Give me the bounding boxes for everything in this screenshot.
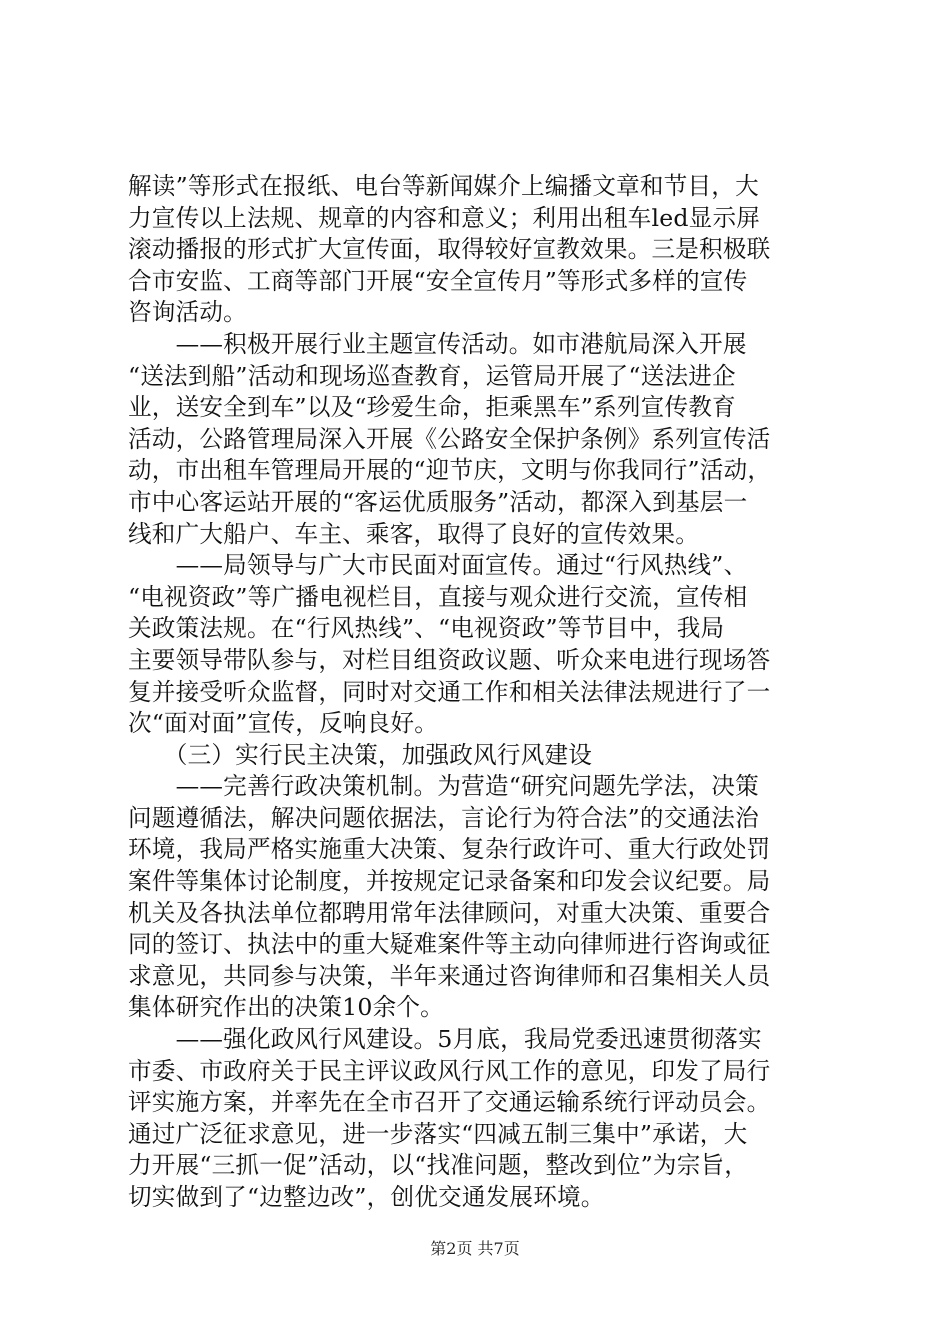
text-line: ——强化政风行风建设。5月底，我局党委迅速贯彻落实	[128, 1025, 762, 1054]
text-line: 力宣传以上法规、规章的内容和意义；利用出租车led显示屏	[128, 203, 761, 232]
text-line: “送法到船”活动和现场巡查教育，运管局开展了“送法进企	[128, 361, 736, 390]
text-line: ——完善行政决策机制。为营造“研究问题先学法，决策	[128, 772, 759, 801]
text-line: 合市安监、工商等部门开展“安全宣传月”等形式多样的宣传	[128, 266, 748, 295]
text-line: 滚动播报的形式扩大宣传面，取得较好宣教效果。三是积极联	[128, 235, 771, 264]
text-line: 主要领导带队参与，对栏目组资政议题、听众来电进行现场答	[128, 645, 771, 674]
text-line: ——局领导与广大市民面对面宣传。通过“行风热线”、	[128, 551, 748, 580]
text-line: 求意见，共同参与决策，半年来通过咨询律师和召集相关人员	[128, 961, 771, 990]
text-line: 机关及各执法单位都聘用常年法律顾问，对重大决策、重要合	[128, 898, 771, 927]
text-line: 业，送安全到车”以及“珍爱生命，拒乘黑车”系列宣传教育	[128, 393, 736, 422]
text-line: 动，市出租车管理局开展的“迎节庆，文明与你我同行”活动，	[128, 456, 772, 485]
text-line: 问题遵循法，解决问题依据法，言论行为符合法”的交通法治	[128, 803, 759, 832]
text-line: 环境，我局严格实施重大决策、复杂行政许可、重大行政处罚	[128, 835, 771, 864]
text-line: 线和广大船户、车主、乘客，取得了良好的宣传效果。	[128, 519, 700, 548]
text-line: 关政策法规。在“行风热线”、“电视资政”等节目中，我局	[128, 614, 725, 643]
text-line: 复并接受听众监督，同时对交通工作和相关法律法规进行了一	[128, 677, 771, 706]
text-line: 评实施方案，并率先在全市召开了交通运输系统行评动员会。	[128, 1088, 771, 1117]
text-line: 案件等集体讨论制度，并按规定记录备案和印发会议纪要。局	[128, 867, 771, 896]
text-line: 次“面对面”宣传，反响良好。	[128, 709, 439, 738]
text-line: “电视资政”等广播电视栏目，直接与观众进行交流，宣传相	[128, 582, 748, 611]
text-line: 解读”等形式在报纸、电台等新闻媒介上编播文章和节目，大	[128, 172, 759, 200]
text-line: 市中心客运站开展的“客运优质服务”活动，都深入到基层一	[128, 487, 748, 516]
text-line: 通过广泛征求意见，进一步落实“四减五制三集中”承诺，大	[128, 1119, 748, 1148]
text-line: 集体研究作出的决策10余个。	[128, 993, 444, 1022]
page-number-footer: 第2页 共7页	[430, 1239, 520, 1258]
document-body	[128, 171, 828, 1214]
text-line: 咨询活动。	[128, 298, 247, 327]
text-line: 同的签订、执法中的重大疑难案件等主动向律师进行咨询或征	[128, 930, 771, 959]
section-heading: （三）实行民主决策，加强政风行风建设	[128, 740, 593, 769]
text-line: 活动，公路管理局深入开展《公路安全保护条例》系列宣传活	[128, 424, 771, 453]
text-line: 切实做到了“边整边改”，创优交通发展环境。	[128, 1183, 605, 1211]
text-line: 市委、市政府关于民主评议政风行风工作的意见，印发了局行	[128, 1056, 771, 1085]
text-line: ——积极开展行业主题宣传活动。如市港航局深入开展	[128, 329, 747, 358]
text-line: 力开展“三抓一促”活动，以“找准问题，整改到位”为宗旨，	[128, 1151, 749, 1180]
